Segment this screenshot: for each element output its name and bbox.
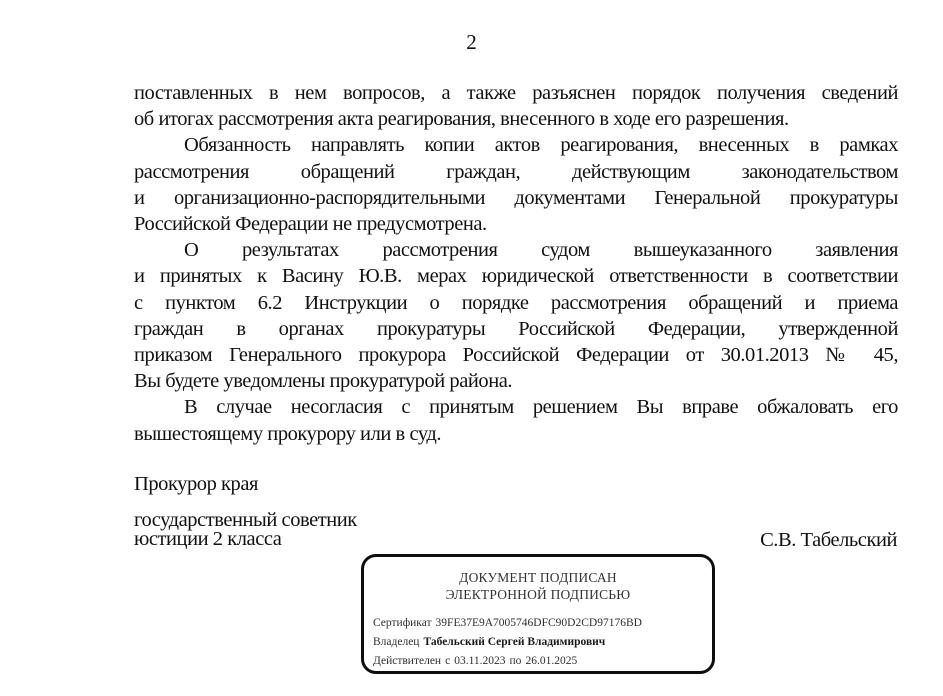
valid-from-label: с xyxy=(445,655,451,667)
paragraph-results xyxy=(134,237,898,394)
certificate-label: Сертификат xyxy=(373,617,432,629)
text-line: поставленных в нем вопросов, а также разъяснен порядок получения сведений xyxy=(134,82,898,104)
text-line: приказом Генерального прокурора Российской Федерации от 30.01.2013 № 45, xyxy=(134,344,898,367)
signatory-name: С.В. Табельский xyxy=(760,529,897,551)
text-line: В случае несогласия с принятым решением Вы вправе обжаловать его xyxy=(184,396,898,419)
text-line: об итогах рассмотрения акта реагирования, внесенного в ходе его разрешения. xyxy=(134,108,789,131)
signatory-rank-line2: юстиции 2 класса xyxy=(134,528,282,550)
valid-to-label: по xyxy=(509,655,522,667)
electronic-signature-stamp xyxy=(361,554,715,674)
signatory-position: Прокурор края xyxy=(134,473,258,495)
text-line: Российской Федерации не предусмотрена. xyxy=(134,213,487,236)
text-line: с пунктом 6.2 Инструкции о порядке рассмотрения обращений и приема xyxy=(134,291,898,314)
stamp-details xyxy=(373,614,642,671)
text-line: граждан в органах прокуратуры Российской Федерации, утвержденной xyxy=(134,317,898,340)
text-line: Обязанность направлять копии актов реагирования, внесенных в рамках xyxy=(184,134,898,157)
paragraph-continuation xyxy=(134,80,898,132)
stamp-certificate-row xyxy=(373,614,642,633)
text-line: рассмотрения обращений граждан, действующим законодательством xyxy=(134,160,898,183)
signatory-rank xyxy=(134,511,357,549)
valid-from-date: 03.11.2023 xyxy=(454,655,506,667)
stamp-validity-row xyxy=(373,652,642,671)
owner-label: Владелец xyxy=(373,636,420,648)
valid-to-date: 26.01.2025 xyxy=(525,655,578,667)
text-line: О результатах рассмотрения судом вышеуказанного заявления xyxy=(184,239,898,262)
certificate-value: 39FE37E9A7005746DFC90D2CD97176BD xyxy=(435,617,642,629)
stamp-header-line1: ДОКУМЕНТ ПОДПИСАН xyxy=(459,570,617,585)
valid-label: Действителен xyxy=(373,655,442,667)
page-number: 2 xyxy=(466,30,477,54)
owner-value: Табельский Сергей Владимирович xyxy=(423,636,606,648)
text-line: и организационно-распорядительными документами Генеральной прокуратуры xyxy=(134,186,898,209)
text-line: вышестоящему прокурору или в суд. xyxy=(134,422,441,445)
text-line: и принятых к Васину Ю.В. мерах юридической ответственности в соответствии xyxy=(134,265,898,288)
text-line: Вы будете уведомлены прокуратурой района. xyxy=(134,370,513,393)
letter-body xyxy=(134,80,898,447)
stamp-owner-row xyxy=(373,633,642,652)
paragraph-appeal xyxy=(134,394,898,446)
stamp-header xyxy=(364,569,712,603)
stamp-header-line2: ЭЛЕКТРОННОЙ ПОДПИСЬЮ xyxy=(445,587,631,602)
paragraph-obligation xyxy=(134,132,898,237)
signatory-rank-line1: государственный советник xyxy=(134,509,357,531)
